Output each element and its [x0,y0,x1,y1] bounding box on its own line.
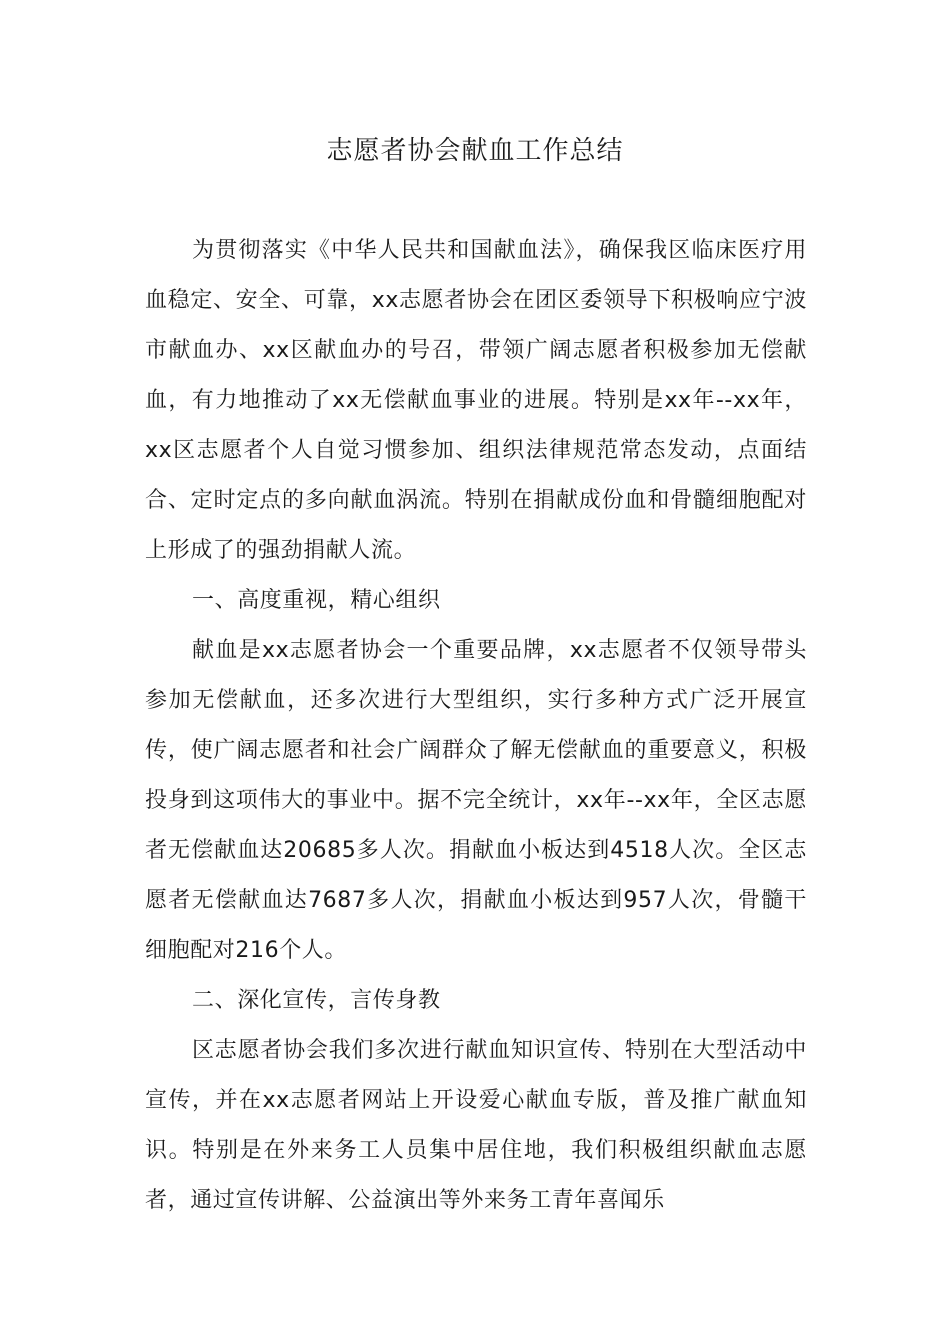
section-heading-1: 一、高度重视，精心组织 [192,588,441,613]
section-heading-2: 二、深化宣传，言传身教 [192,988,441,1013]
intro-paragraph: 为贯彻落实《中华人民共和国献血法》，确保我区临床医疗用血稳定、安全、可靠，xx志愿者协会在团区委领导下积极响应宁波市献血办、xx区献血办的号召，带领广阔志愿者积极参加无偿献血，有力地推动了xx无偿献血事业的进展。特别是xx年--xx年，xx区志愿者个人自觉习惯参加、组织法律规范常态发动，点面结合、定时定点的多向献血涡流。特别在捐献成份血和骨髓细胞配对上形成了的强劲捐献人流。 [145,238,807,563]
section-1-paragraph: 献血是xx志愿者协会一个重要品牌，xx志愿者不仅领导带头参加无偿献血，还多次进行大型组织，实行多种方式广泛开展宣传，使广阔志愿者和社会广阔群众了解无偿献血的重要意义，积极投身到这项伟大的事业中。据不完全统计，xx年--xx年，全区志愿者无偿献血达20685多人次。捐献血小板达到4518人次。全区志愿者无偿献血达7687多人次，捐献血小板达到957人次，骨髓干细胞配对216个人。 [145,638,807,963]
document-body [145,226,807,1226]
document-title: 志愿者协会献血工作总结 [326,136,624,166]
section-2-paragraph: 区志愿者协会我们多次进行献血知识宣传、特别在大型活动中宣传，并在xx志愿者网站上开设爱心献血专版，普及推广献血知识。特别是在外来务工人员集中居住地，我们积极组织献血志愿者，通过宣传讲解、公益演出等外来务工青年喜闻乐 [145,1038,807,1213]
